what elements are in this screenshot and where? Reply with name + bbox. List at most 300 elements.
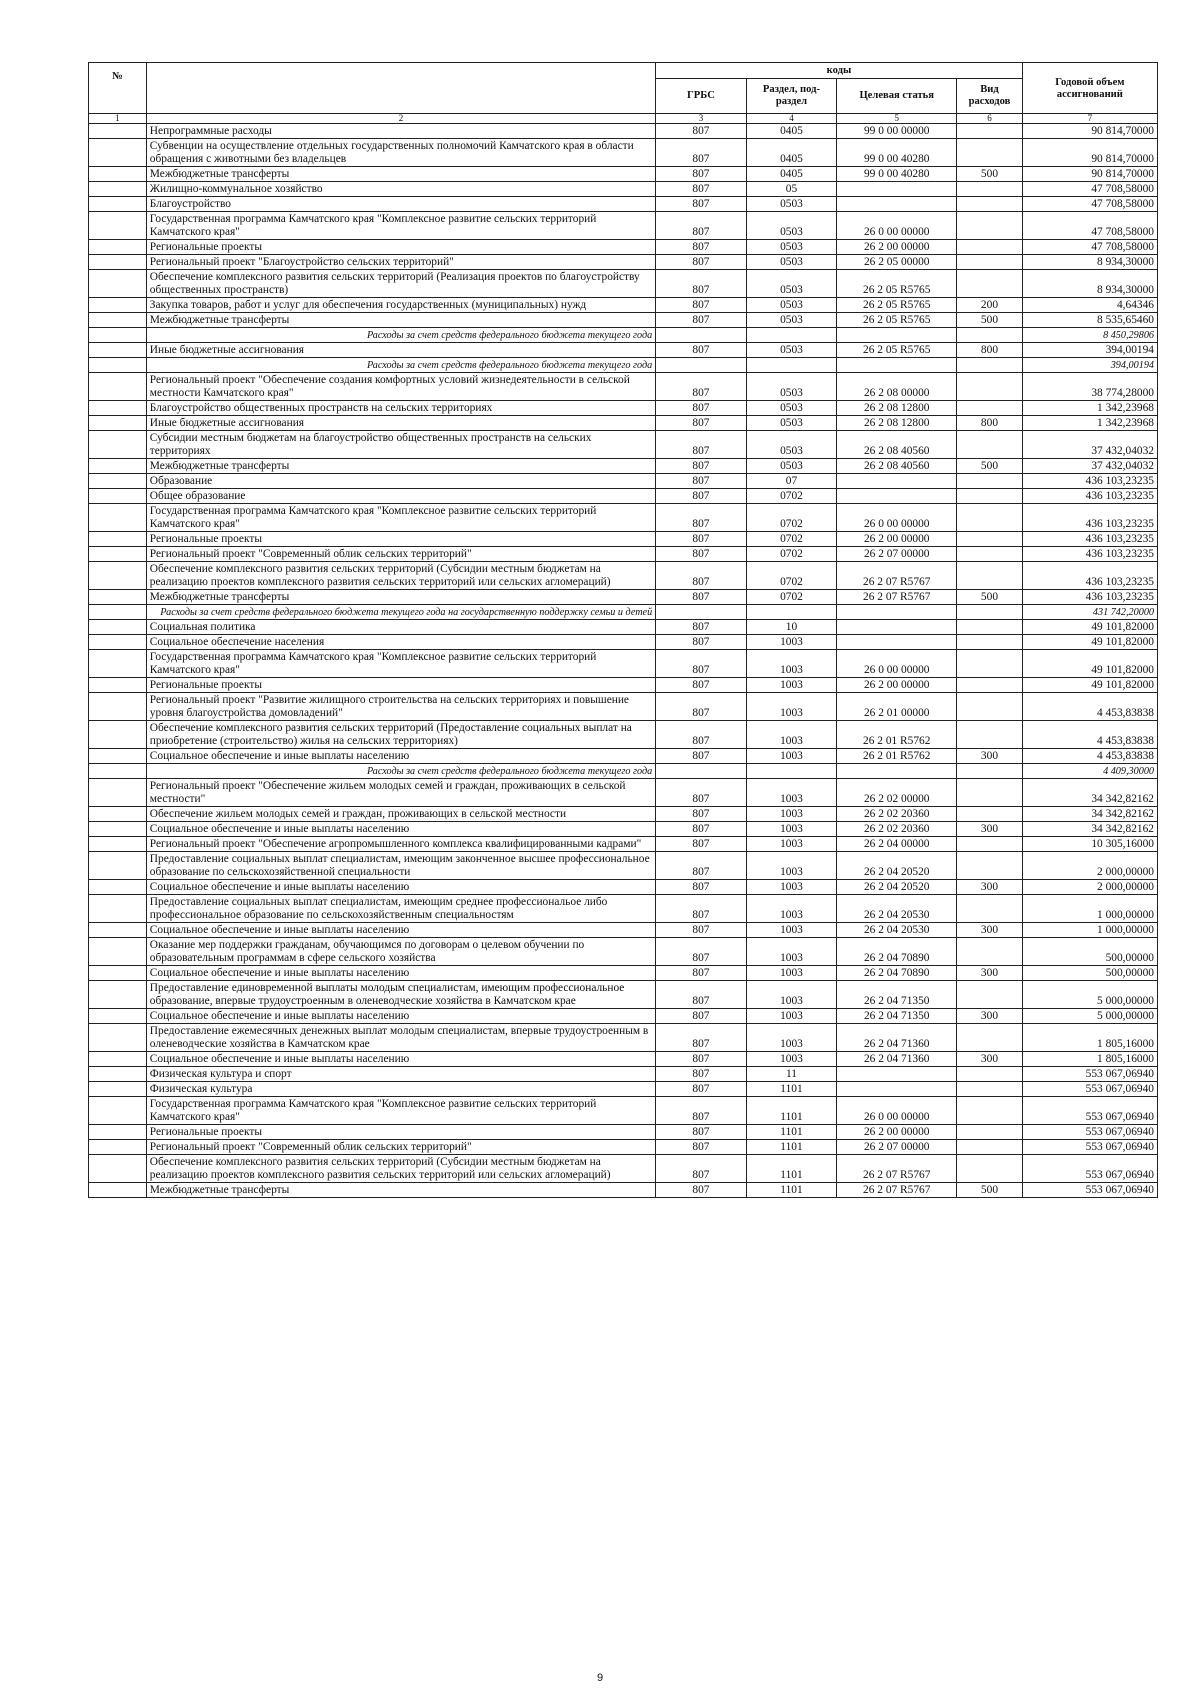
amount-cell: 436 103,23235 (1022, 547, 1157, 562)
section-cell: 0702 (746, 562, 837, 590)
grbs-cell: 807 (656, 678, 747, 693)
amount-cell: 8 934,30000 (1022, 255, 1157, 270)
row-number-cell (89, 590, 147, 605)
section-cell: 05 (746, 182, 837, 197)
section-cell: 0503 (746, 270, 837, 298)
expense-name-cell: Региональный проект "Современный облик сельских территорий" (146, 1140, 655, 1155)
table-row-note (89, 358, 1158, 373)
amount-cell: 394,00194 (1022, 358, 1157, 373)
amount-cell: 394,00194 (1022, 343, 1157, 358)
table-row (89, 635, 1158, 650)
table-row (89, 923, 1158, 938)
target-cell: 26 0 00 00000 (837, 212, 957, 240)
expense-name-cell: Региональный проект "Развитие жилищного строительства на сельских территориях и повышение уровня благоустройства домовладений" (146, 693, 655, 721)
amount-cell: 431 742,20000 (1022, 605, 1157, 620)
table-row (89, 981, 1158, 1009)
kind-cell (957, 182, 1022, 197)
row-number-cell (89, 938, 147, 966)
target-cell (837, 635, 957, 650)
grbs-cell: 807 (656, 343, 747, 358)
amount-cell: 436 103,23235 (1022, 532, 1157, 547)
table-row (89, 212, 1158, 240)
target-cell: 26 2 02 00000 (837, 779, 957, 807)
amount-cell: 436 103,23235 (1022, 474, 1157, 489)
kind-cell: 800 (957, 343, 1022, 358)
kind-cell: 300 (957, 1009, 1022, 1024)
amount-cell: 4 409,30000 (1022, 764, 1157, 779)
grbs-cell: 807 (656, 416, 747, 431)
amount-cell: 5 000,00000 (1022, 1009, 1157, 1024)
kind-cell (957, 807, 1022, 822)
row-number-cell (89, 822, 147, 837)
col-index-5: 5 (837, 114, 957, 124)
row-number-cell (89, 721, 147, 749)
target-cell (837, 1067, 957, 1082)
section-cell: 1101 (746, 1140, 837, 1155)
section-cell: 07 (746, 474, 837, 489)
row-number-cell (89, 532, 147, 547)
grbs-cell: 807 (656, 620, 747, 635)
table-row (89, 837, 1158, 852)
table-row (89, 590, 1158, 605)
table-row (89, 416, 1158, 431)
kind-cell: 300 (957, 1052, 1022, 1067)
kind-cell (957, 139, 1022, 167)
col-index-7: 7 (1022, 114, 1157, 124)
table-row (89, 139, 1158, 167)
grbs-cell (656, 605, 747, 620)
expense-name-cell: Региональный проект "Обеспечение жильем молодых семей и граждан, проживающих в сельской местности" (146, 779, 655, 807)
table-row (89, 1082, 1158, 1097)
section-cell: 1003 (746, 1009, 837, 1024)
expense-name-cell: Социальное обеспечение и иные выплаты населению (146, 822, 655, 837)
amount-cell: 436 103,23235 (1022, 562, 1157, 590)
target-cell: 26 2 05 R5765 (837, 313, 957, 328)
grbs-cell: 807 (656, 822, 747, 837)
target-cell (837, 358, 957, 373)
table-row (89, 504, 1158, 532)
expense-name-cell: Государственная программа Камчатского края "Комплексное развитие сельских территорий Камчатского края" (146, 504, 655, 532)
table-row (89, 1155, 1158, 1183)
amount-cell: 34 342,82162 (1022, 807, 1157, 822)
target-cell: 26 2 05 R5765 (837, 343, 957, 358)
grbs-cell: 807 (656, 693, 747, 721)
expense-name-cell: Благоустройство (146, 197, 655, 212)
grbs-cell: 807 (656, 1052, 747, 1067)
section-cell: 0503 (746, 255, 837, 270)
row-number-cell (89, 373, 147, 401)
target-cell (837, 1082, 957, 1097)
row-number-cell (89, 807, 147, 822)
table-row (89, 880, 1158, 895)
amount-cell: 1 000,00000 (1022, 923, 1157, 938)
section-cell: 0503 (746, 212, 837, 240)
table-row (89, 749, 1158, 764)
target-cell (837, 489, 957, 504)
grbs-cell: 807 (656, 431, 747, 459)
target-cell (837, 620, 957, 635)
grbs-cell: 807 (656, 1183, 747, 1198)
table-row (89, 562, 1158, 590)
target-cell: 26 2 05 00000 (837, 255, 957, 270)
section-cell: 1101 (746, 1183, 837, 1198)
row-number-cell (89, 240, 147, 255)
grbs-cell: 807 (656, 807, 747, 822)
grbs-cell: 807 (656, 749, 747, 764)
grbs-cell: 807 (656, 562, 747, 590)
amount-cell: 47 708,58000 (1022, 197, 1157, 212)
expense-name-cell: Региональный проект "Современный облик сельских территорий" (146, 547, 655, 562)
amount-cell: 500,00000 (1022, 966, 1157, 981)
amount-cell: 34 342,82162 (1022, 779, 1157, 807)
kind-cell (957, 1140, 1022, 1155)
section-cell: 0503 (746, 313, 837, 328)
kind-cell (957, 255, 1022, 270)
row-number-cell (89, 328, 147, 343)
table-row (89, 1009, 1158, 1024)
amount-cell: 553 067,06940 (1022, 1155, 1157, 1183)
expense-name-cell: Физическая культура и спорт (146, 1067, 655, 1082)
expense-name-cell: Социальная политика (146, 620, 655, 635)
header-amount: Годовой объем ассигнований (1022, 63, 1157, 114)
target-cell: 26 2 04 70890 (837, 966, 957, 981)
target-cell: 26 2 01 R5762 (837, 721, 957, 749)
target-cell: 26 2 08 40560 (837, 431, 957, 459)
column-index-row (89, 114, 1158, 124)
table-row (89, 182, 1158, 197)
expense-name-cell: Межбюджетные трансферты (146, 459, 655, 474)
table-row (89, 459, 1158, 474)
kind-cell (957, 895, 1022, 923)
row-number-cell (89, 923, 147, 938)
target-cell: 26 2 07 R5767 (837, 562, 957, 590)
kind-cell (957, 605, 1022, 620)
grbs-cell: 807 (656, 880, 747, 895)
kind-cell: 500 (957, 313, 1022, 328)
section-cell: 0702 (746, 590, 837, 605)
amount-cell: 38 774,28000 (1022, 373, 1157, 401)
expense-name-cell: Расходы за счет средств федерального бюджета текущего года (146, 358, 655, 373)
section-cell: 0405 (746, 124, 837, 139)
grbs-cell: 807 (656, 966, 747, 981)
grbs-cell: 807 (656, 1067, 747, 1082)
grbs-cell: 807 (656, 1024, 747, 1052)
expense-name-cell: Региональный проект "Благоустройство сельских территорий" (146, 255, 655, 270)
table-row (89, 489, 1158, 504)
target-cell (837, 182, 957, 197)
row-number-cell (89, 895, 147, 923)
expense-name-cell: Региональные проекты (146, 240, 655, 255)
grbs-cell: 807 (656, 401, 747, 416)
amount-cell: 4 453,83838 (1022, 749, 1157, 764)
amount-cell: 436 103,23235 (1022, 489, 1157, 504)
kind-cell: 300 (957, 880, 1022, 895)
section-cell: 1003 (746, 1052, 837, 1067)
grbs-cell: 807 (656, 532, 747, 547)
section-cell: 1101 (746, 1155, 837, 1183)
amount-cell: 436 103,23235 (1022, 590, 1157, 605)
row-number-cell (89, 837, 147, 852)
amount-cell: 34 342,82162 (1022, 822, 1157, 837)
expense-name-cell: Социальное обеспечение населения (146, 635, 655, 650)
table-row (89, 547, 1158, 562)
section-cell: 1003 (746, 923, 837, 938)
grbs-cell: 807 (656, 1009, 747, 1024)
amount-cell: 553 067,06940 (1022, 1067, 1157, 1082)
grbs-cell: 807 (656, 504, 747, 532)
section-cell (746, 358, 837, 373)
kind-cell (957, 635, 1022, 650)
table-row (89, 678, 1158, 693)
kind-cell (957, 270, 1022, 298)
expense-name-cell: Расходы за счет средств федерального бюджета текущего года на государственную поддержку семьи и детей (146, 605, 655, 620)
row-number-cell (89, 182, 147, 197)
grbs-cell: 807 (656, 852, 747, 880)
row-number-cell (89, 343, 147, 358)
kind-cell (957, 124, 1022, 139)
target-cell (837, 474, 957, 489)
target-cell (837, 328, 957, 343)
kind-cell (957, 401, 1022, 416)
amount-cell: 4,64346 (1022, 298, 1157, 313)
section-cell: 1003 (746, 693, 837, 721)
kind-cell: 500 (957, 590, 1022, 605)
section-cell: 0503 (746, 240, 837, 255)
section-cell: 1003 (746, 938, 837, 966)
row-number-cell (89, 255, 147, 270)
section-cell: 0503 (746, 298, 837, 313)
table-body (89, 124, 1158, 1198)
grbs-cell: 807 (656, 721, 747, 749)
row-number-cell (89, 212, 147, 240)
table-row-note (89, 764, 1158, 779)
kind-cell (957, 1125, 1022, 1140)
expense-name-cell: Субвенции на осуществление отдельных государственных полномочий Камчатского края в области обращения с животными без владельцев (146, 139, 655, 167)
header-section: Раздел, под-раздел (746, 78, 837, 113)
expense-name-cell: Обеспечение комплексного развития сельских территорий (Субсидии местным бюджетам на реализацию проектов комплексного развития сельских территорий или сельских агломераций) (146, 1155, 655, 1183)
amount-cell: 4 453,83838 (1022, 693, 1157, 721)
kind-cell (957, 693, 1022, 721)
grbs-cell: 807 (656, 255, 747, 270)
grbs-cell: 807 (656, 895, 747, 923)
section-cell: 0405 (746, 167, 837, 182)
kind-cell (957, 547, 1022, 562)
grbs-cell: 807 (656, 124, 747, 139)
table-row (89, 721, 1158, 749)
target-cell: 26 2 08 12800 (837, 416, 957, 431)
expense-name-cell: Физическая культура (146, 1082, 655, 1097)
kind-cell (957, 328, 1022, 343)
section-cell: 0702 (746, 532, 837, 547)
grbs-cell: 807 (656, 923, 747, 938)
table-row (89, 807, 1158, 822)
amount-cell: 500,00000 (1022, 938, 1157, 966)
grbs-cell: 807 (656, 590, 747, 605)
row-number-cell (89, 270, 147, 298)
amount-cell: 49 101,82000 (1022, 635, 1157, 650)
kind-cell: 300 (957, 749, 1022, 764)
kind-cell (957, 562, 1022, 590)
kind-cell: 300 (957, 966, 1022, 981)
header-grbs: ГРБС (656, 78, 747, 113)
amount-cell: 553 067,06940 (1022, 1082, 1157, 1097)
amount-cell: 5 000,00000 (1022, 981, 1157, 1009)
target-cell: 26 2 04 70890 (837, 938, 957, 966)
row-number-cell (89, 981, 147, 1009)
target-cell: 26 2 08 00000 (837, 373, 957, 401)
target-cell: 26 0 00 00000 (837, 1097, 957, 1125)
expense-name-cell: Общее образование (146, 489, 655, 504)
table-row (89, 1140, 1158, 1155)
appropriations-table (88, 62, 1158, 1198)
target-cell: 99 0 00 40280 (837, 139, 957, 167)
section-cell: 0503 (746, 401, 837, 416)
row-number-cell (89, 504, 147, 532)
row-number-cell (89, 1097, 147, 1125)
section-cell: 0702 (746, 547, 837, 562)
section-cell: 1003 (746, 678, 837, 693)
section-cell: 10 (746, 620, 837, 635)
row-number-cell (89, 693, 147, 721)
kind-cell (957, 764, 1022, 779)
section-cell: 1003 (746, 650, 837, 678)
kind-cell (957, 1067, 1022, 1082)
amount-cell: 2 000,00000 (1022, 852, 1157, 880)
expense-name-cell: Обеспечение комплексного развития сельских территорий (Реализация проектов по благоустройству общественных пространств) (146, 270, 655, 298)
kind-cell: 500 (957, 167, 1022, 182)
kind-cell (957, 650, 1022, 678)
target-cell: 26 2 04 00000 (837, 837, 957, 852)
expense-name-cell: Региональный проект "Обеспечение создания комфортных условий жизнедеятельности в сельской местности Камчатского края" (146, 373, 655, 401)
target-cell: 26 2 07 00000 (837, 547, 957, 562)
row-number-cell (89, 1125, 147, 1140)
target-cell: 26 2 00 00000 (837, 678, 957, 693)
grbs-cell: 807 (656, 240, 747, 255)
section-cell: 1003 (746, 822, 837, 837)
kind-cell: 300 (957, 923, 1022, 938)
expense-name-cell: Оказание мер поддержки гражданам, обучающимся по договорам о целевом обучении по образовательным программам в сфере сельского хозяйства (146, 938, 655, 966)
target-cell: 26 2 05 R5765 (837, 270, 957, 298)
target-cell: 99 0 00 00000 (837, 124, 957, 139)
row-number-cell (89, 124, 147, 139)
row-number-cell (89, 650, 147, 678)
kind-cell (957, 240, 1022, 255)
section-cell: 0503 (746, 431, 837, 459)
expense-name-cell: Благоустройство общественных пространств на сельских территориях (146, 401, 655, 416)
row-number-cell (89, 1067, 147, 1082)
target-cell (837, 764, 957, 779)
budget-sheet (88, 62, 1158, 1198)
table-row (89, 298, 1158, 313)
row-number-cell (89, 1009, 147, 1024)
kind-cell: 800 (957, 416, 1022, 431)
section-cell: 0503 (746, 197, 837, 212)
expense-name-cell: Жилищно-коммунальное хозяйство (146, 182, 655, 197)
grbs-cell: 807 (656, 1125, 747, 1140)
kind-cell (957, 504, 1022, 532)
kind-cell (957, 1155, 1022, 1183)
section-cell (746, 605, 837, 620)
grbs-cell: 807 (656, 1140, 747, 1155)
target-cell: 26 2 05 R5765 (837, 298, 957, 313)
section-cell (746, 764, 837, 779)
row-number-cell (89, 489, 147, 504)
table-row (89, 474, 1158, 489)
kind-cell: 300 (957, 822, 1022, 837)
target-cell: 26 2 04 71350 (837, 1009, 957, 1024)
grbs-cell: 807 (656, 1155, 747, 1183)
kind-cell: 500 (957, 459, 1022, 474)
amount-cell: 10 305,16000 (1022, 837, 1157, 852)
target-cell (837, 605, 957, 620)
kind-cell (957, 620, 1022, 635)
amount-cell: 90 814,70000 (1022, 124, 1157, 139)
table-row (89, 779, 1158, 807)
kind-cell (957, 938, 1022, 966)
expense-name-cell: Образование (146, 474, 655, 489)
expense-name-cell: Социальное обеспечение и иные выплаты населению (146, 1009, 655, 1024)
col-index-3: 3 (656, 114, 747, 124)
section-cell: 1003 (746, 721, 837, 749)
table-row (89, 313, 1158, 328)
target-cell (837, 197, 957, 212)
row-number-cell (89, 1155, 147, 1183)
section-cell: 1003 (746, 981, 837, 1009)
table-row (89, 1183, 1158, 1198)
kind-cell (957, 1024, 1022, 1052)
grbs-cell: 807 (656, 373, 747, 401)
amount-cell: 49 101,82000 (1022, 650, 1157, 678)
col-index-1: 1 (89, 114, 147, 124)
section-cell: 1101 (746, 1125, 837, 1140)
row-number-cell (89, 1052, 147, 1067)
row-number-cell (89, 635, 147, 650)
section-cell: 1003 (746, 837, 837, 852)
table-row (89, 167, 1158, 182)
expense-name-cell: Закупка товаров, работ и услуг для обеспечения государственных (муниципальных) нужд (146, 298, 655, 313)
kind-cell (957, 212, 1022, 240)
kind-cell (957, 197, 1022, 212)
section-cell: 0503 (746, 459, 837, 474)
target-cell: 26 2 01 00000 (837, 693, 957, 721)
kind-cell: 500 (957, 1183, 1022, 1198)
grbs-cell: 807 (656, 1097, 747, 1125)
expense-name-cell: Социальное обеспечение и иные выплаты населению (146, 966, 655, 981)
kind-cell (957, 431, 1022, 459)
expense-name-cell: Региональный проект "Обеспечение агропромышленного комплекса квалифицированными кадрами" (146, 837, 655, 852)
target-cell: 26 2 08 40560 (837, 459, 957, 474)
table-row (89, 270, 1158, 298)
row-number-cell (89, 401, 147, 416)
row-number-cell (89, 298, 147, 313)
amount-cell: 49 101,82000 (1022, 620, 1157, 635)
target-cell: 26 2 02 20360 (837, 807, 957, 822)
kind-cell (957, 532, 1022, 547)
section-cell: 1003 (746, 779, 837, 807)
amount-cell: 49 101,82000 (1022, 678, 1157, 693)
grbs-cell: 807 (656, 635, 747, 650)
kind-cell (957, 852, 1022, 880)
target-cell: 26 2 02 20360 (837, 822, 957, 837)
expense-name-cell: Расходы за счет средств федерального бюджета текущего года (146, 764, 655, 779)
amount-cell: 553 067,06940 (1022, 1183, 1157, 1198)
section-cell: 0503 (746, 416, 837, 431)
expense-name-cell: Социальное обеспечение и иные выплаты населению (146, 749, 655, 764)
row-number-cell (89, 1024, 147, 1052)
amount-cell: 4 453,83838 (1022, 721, 1157, 749)
header-number: № (89, 63, 147, 114)
target-cell: 26 2 00 00000 (837, 532, 957, 547)
